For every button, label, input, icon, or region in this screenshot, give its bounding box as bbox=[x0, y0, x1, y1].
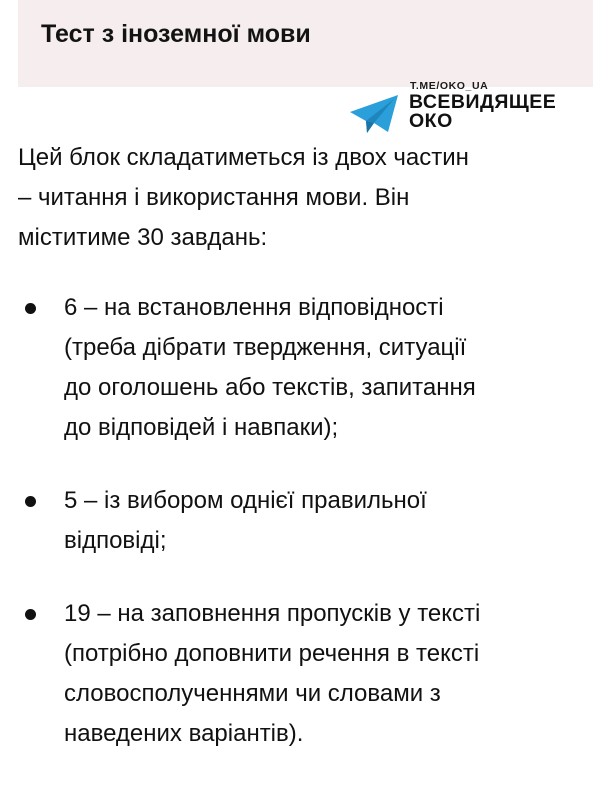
list-item-line: 6 – на встановлення відповідності bbox=[64, 294, 444, 321]
list-item-line: 19 – на заповнення пропусків у тексті bbox=[64, 600, 481, 627]
header-bar bbox=[18, 0, 593, 87]
intro-line: Цей блок складатиметься із двох частин bbox=[18, 144, 469, 171]
list-item-line: словосполученнями чи словами з bbox=[64, 680, 441, 707]
task-list bbox=[18, 288, 598, 754]
bullet-dot-icon bbox=[25, 303, 36, 314]
list-item bbox=[18, 481, 598, 561]
bullet-dot-icon bbox=[25, 609, 36, 620]
list-item-line: відповіді; bbox=[64, 527, 167, 554]
list-item-line: 5 – із вибором однієї правильної bbox=[64, 487, 427, 514]
watermark-url: T.ME/OKO_UA bbox=[410, 80, 489, 92]
list-item-line: (треба дібрати твердження, ситуації bbox=[64, 334, 467, 361]
intro-line: міститиме 30 завдань: bbox=[18, 224, 268, 251]
watermark-name-line2: ОКО bbox=[409, 110, 453, 132]
list-item bbox=[18, 288, 598, 448]
channel-watermark bbox=[348, 80, 588, 140]
list-item-line: наведених варіантів). bbox=[64, 720, 304, 747]
page-title: Тест з іноземної мови bbox=[41, 20, 311, 48]
watermark-name bbox=[409, 93, 556, 131]
list-item-line: до оголошень або текстів, запитання bbox=[64, 374, 476, 401]
list-item-line: (потрібно доповнити речення в тексті bbox=[64, 640, 480, 667]
paper-plane-icon bbox=[348, 92, 400, 136]
watermark-name-line1: ВСЕВИДЯЩЕЕ bbox=[409, 91, 557, 113]
list-item-line: до відповідей і навпаки); bbox=[64, 414, 339, 441]
intro-line: – читання і використання мови. Він bbox=[18, 184, 410, 211]
bullet-dot-icon bbox=[25, 496, 36, 507]
intro-paragraph bbox=[18, 138, 598, 258]
list-item bbox=[18, 594, 598, 754]
